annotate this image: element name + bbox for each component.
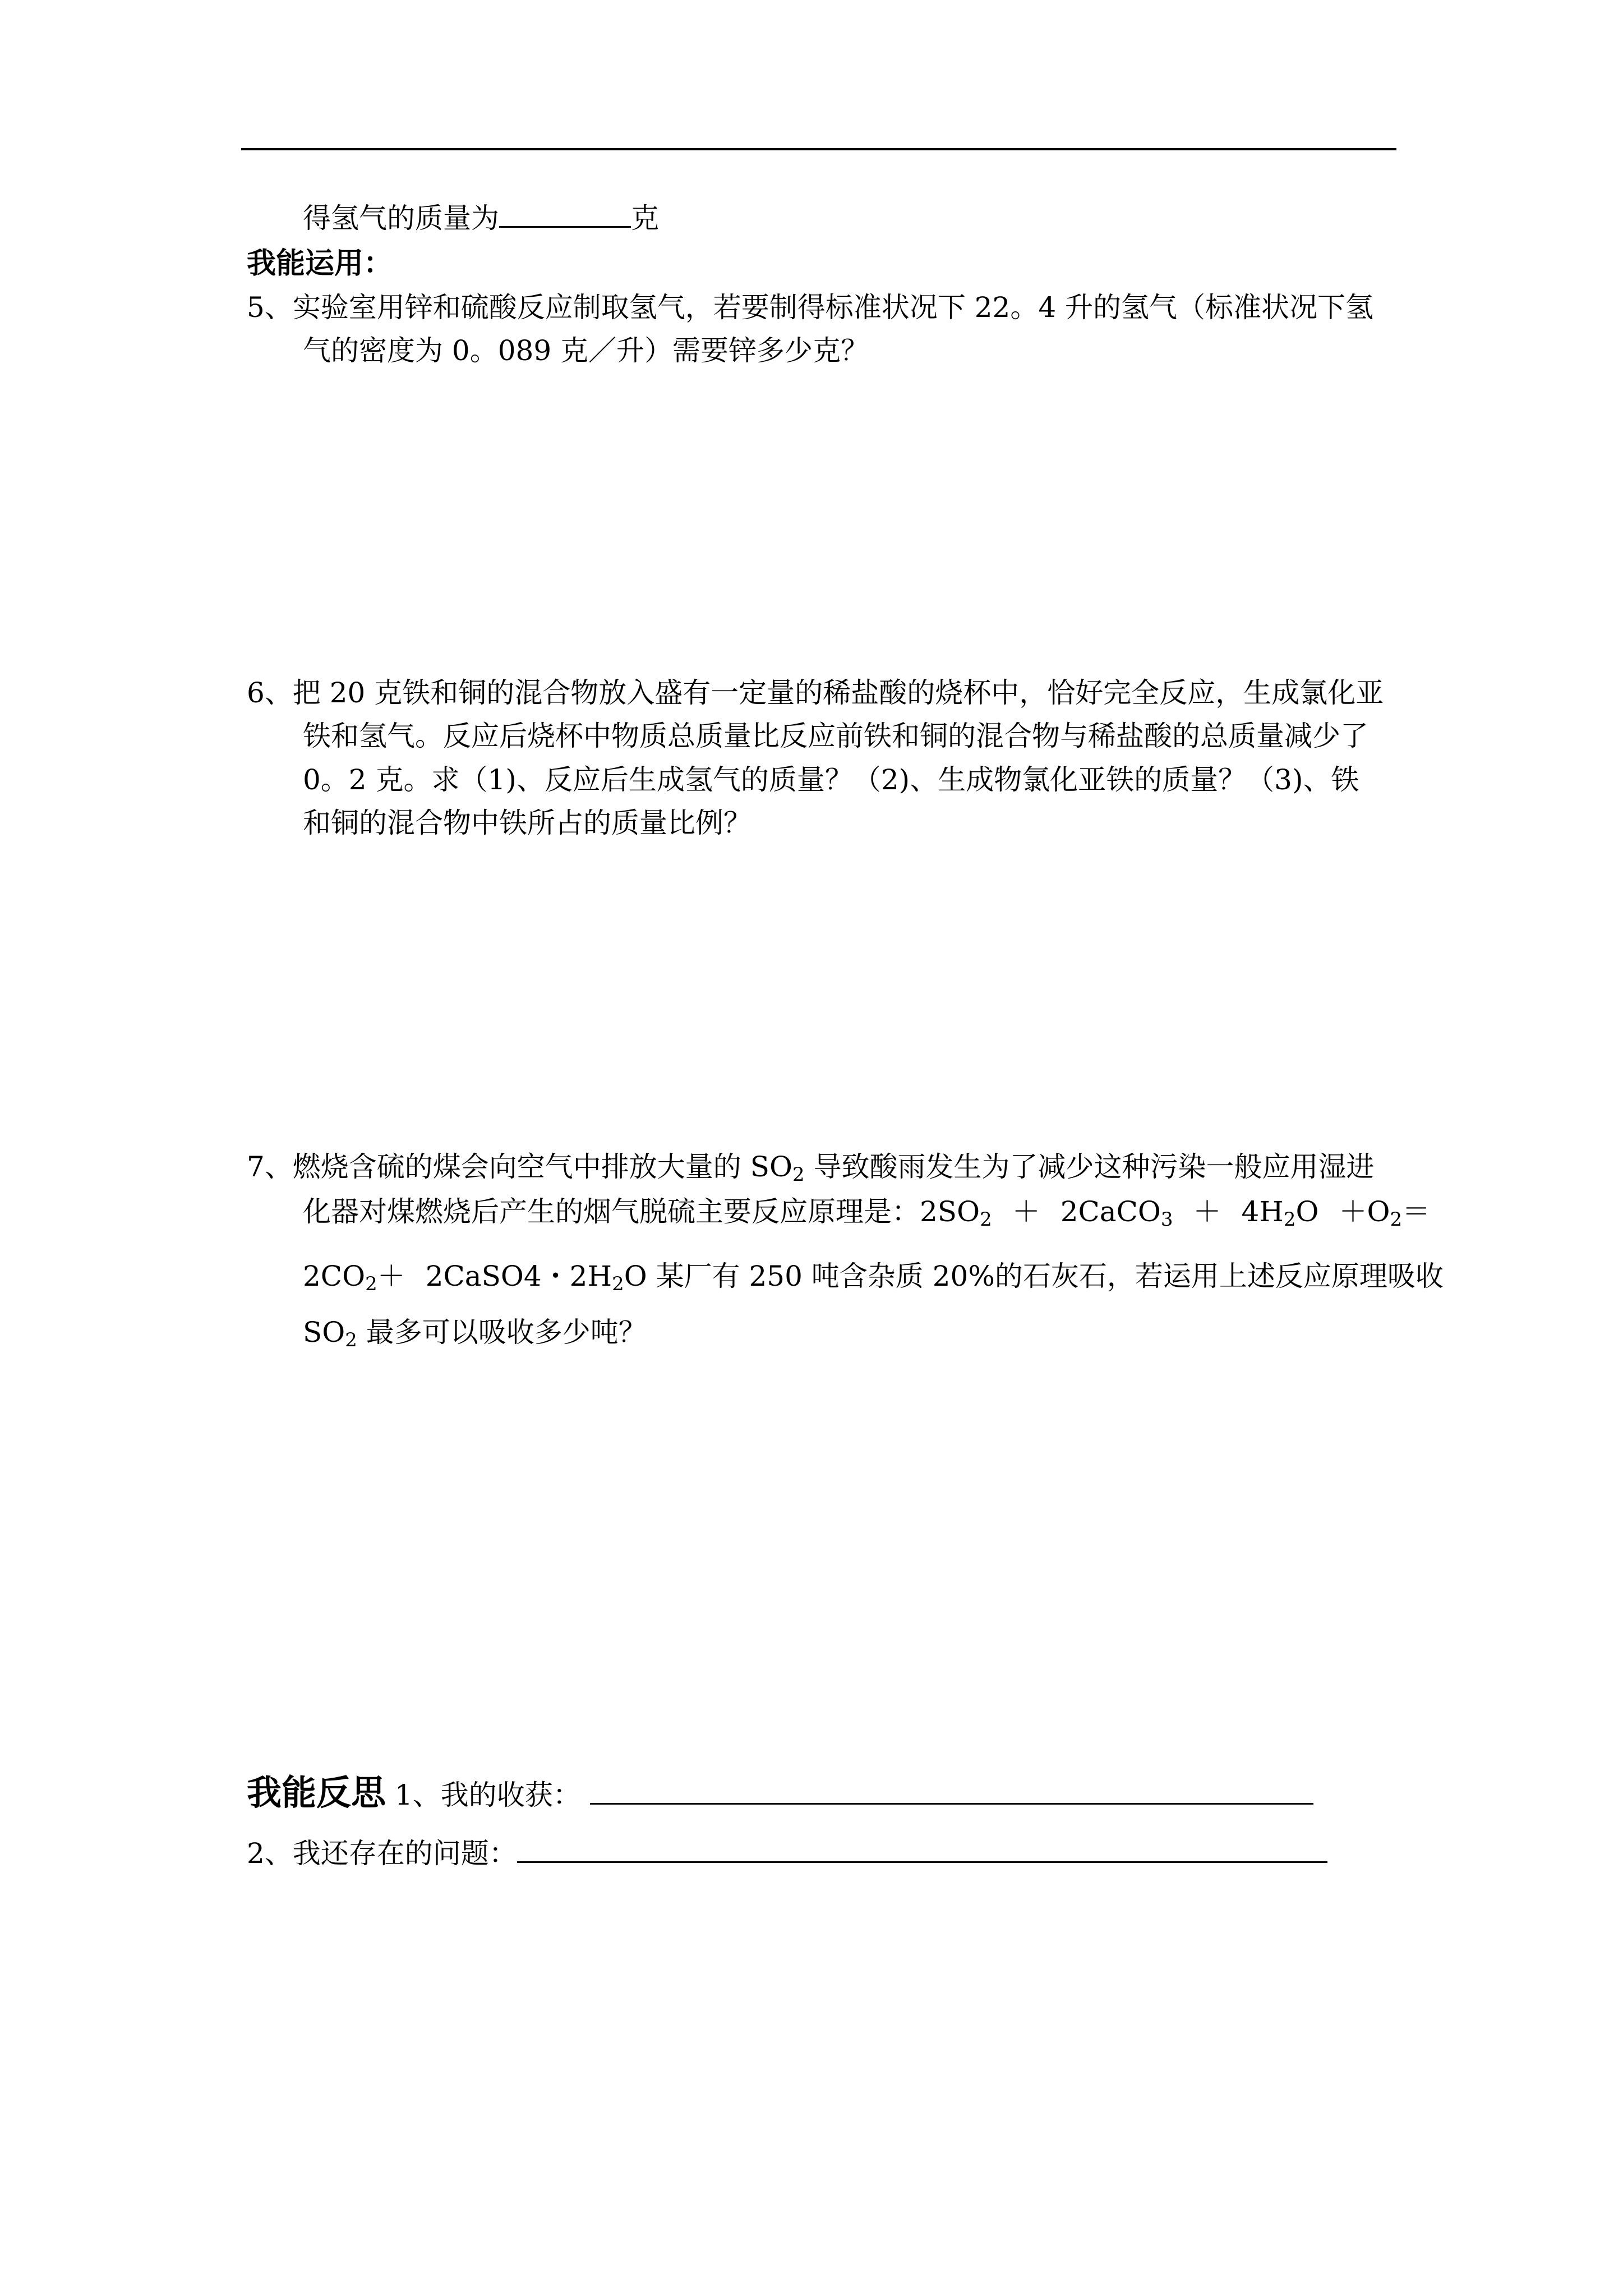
- section-title-reflect: 我能反思: [247, 1772, 386, 1813]
- equation-part: 2CaSO4・2H: [425, 1260, 612, 1292]
- section-title-apply: 我能运用：: [247, 247, 393, 280]
- q7-line4: [303, 1315, 647, 1357]
- q7-line3: [303, 1259, 1444, 1301]
- q7-line2: [303, 1195, 1430, 1236]
- equation-part: 2CaCO: [1060, 1195, 1161, 1228]
- q6-line4: 和铜的混合物中铁所占的质量比例？: [303, 807, 751, 839]
- q7-line3-text: O 某厂有 250 吨含杂质 20%的石灰石，若运用上述反应原理吸收: [624, 1260, 1444, 1292]
- reflect-line2: [247, 1834, 1327, 1870]
- subscript: 2: [1283, 1208, 1296, 1231]
- subscript: 2: [980, 1208, 992, 1231]
- q7-line1-text-rest: 导致酸雨发生为了减少这种污染一般应用湿进: [804, 1151, 1375, 1183]
- answer-blank: [499, 199, 631, 228]
- reflect-item1: 1、我的收获：: [394, 1779, 581, 1811]
- q6-line1: 6、把 20 克铁和铜的混合物放入盛有一定量的稀盐酸的烧杯中，恰好完全反应，生成氯化亚: [247, 677, 1384, 709]
- q6-line3: 0。2 克。求（1)、反应后生成氢气的质量？（2)、生成物氯化亚铁的质量？（3)、铁: [303, 763, 1359, 796]
- top-fragment: [303, 199, 659, 235]
- equals-sign: ＝: [1402, 1195, 1431, 1228]
- equation-part: SO: [303, 1316, 345, 1349]
- plus-sign: ＋: [1193, 1195, 1221, 1228]
- subscript: 3: [1160, 1208, 1173, 1231]
- equation-part: 化器对煤燃烧后产生的烟气脱硫主要反应原理是：2SO: [303, 1195, 980, 1228]
- reflect-answer-line-2[interactable]: [517, 1834, 1327, 1863]
- q7-line1-text: 7、燃烧含硫的煤会向空气中排放大量的 SO: [247, 1151, 792, 1183]
- equation-part: 4H: [1241, 1195, 1284, 1228]
- equation-part: ＋O: [1339, 1195, 1390, 1228]
- subscript: 2: [1390, 1208, 1403, 1231]
- fragment-unit: 克: [631, 202, 659, 234]
- subscript: 2: [345, 1329, 357, 1351]
- reflect-item2: 2、我还存在的问题：: [247, 1837, 517, 1870]
- equation-part: O: [1295, 1195, 1319, 1228]
- q7-line4-text: 最多可以吸收多少吨？: [357, 1316, 647, 1349]
- subscript: 2: [792, 1163, 805, 1186]
- q5-line1: 5、实验室用锌和硫酸反应制取氢气，若要制得标准状况下 22。4 升的氢气（标准状况下氢: [247, 291, 1374, 324]
- equation-part: 2CO: [303, 1260, 366, 1292]
- q6-line2: 铁和氢气。反应后烧杯中物质总质量比反应前铁和铜的混合物与稀盐酸的总质量减少了: [303, 720, 1368, 752]
- subscript: 2: [365, 1273, 377, 1295]
- subscript: 2: [612, 1273, 624, 1295]
- q5-line2: 气的密度为 0。089 克／升）需要锌多少克？: [303, 334, 869, 367]
- plus-sign: ＋: [377, 1260, 405, 1292]
- q7-line1: [247, 1150, 1375, 1191]
- reflect-line1: [247, 1773, 1313, 1815]
- reflect-answer-line-1[interactable]: [590, 1776, 1313, 1805]
- plus-sign: ＋: [1012, 1195, 1040, 1228]
- header-rule: [241, 148, 1396, 150]
- fragment-text: 得氢气的质量为: [303, 202, 499, 234]
